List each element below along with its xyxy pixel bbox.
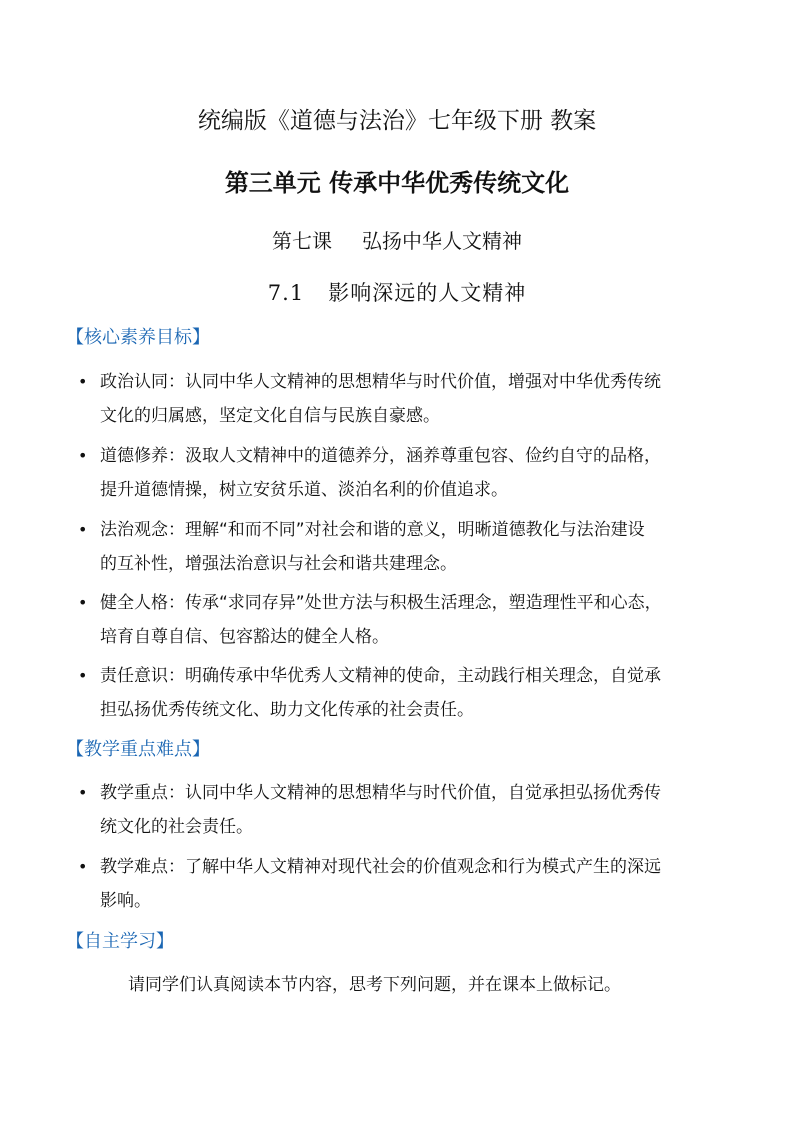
goal-line-1: 责任意识：明确传承中华优秀人文精神的使命，主动践行相关理念，自觉承 [100, 666, 661, 686]
goal-line-2: 文化的归属感，坚定文化自信与民族自豪感。 [100, 406, 440, 426]
goal-line-1: 健全人格：传承“求同存异”处世方法与积极生活理念，塑造理性平和心态， [100, 593, 662, 613]
keypoint-item [78, 850, 738, 918]
lesson-heading [0, 226, 794, 256]
keypoints-heading: 【教学重点难点】 [66, 739, 210, 760]
document-title: 统编版《道德与法治》七年级下册 教案 [197, 108, 597, 134]
keypoint-item [78, 776, 738, 844]
unit-title: 第三单元 传承中华优秀传统文化 [224, 169, 570, 197]
lesson-number: 第七课 [272, 229, 332, 253]
bullet-icon: • [78, 593, 88, 612]
section-heading [0, 278, 794, 308]
bullet-icon: • [78, 520, 88, 539]
keypoint-line-1: 教学重点：认同中华人文精神的思想精华与时代价值，自觉承担弘扬优秀传 [100, 783, 661, 803]
goal-line-2: 担弘扬优秀传统文化、助力文化传承的社会责任。 [100, 700, 474, 720]
section-number: 7.1 [267, 281, 305, 305]
bullet-icon: • [78, 666, 88, 685]
goals-heading: 【核心素养目标】 [66, 327, 210, 348]
goal-item [78, 659, 738, 727]
goal-line-1: 道德修养：汲取人文精神中的道德养分，涵养尊重包容、俭约自守的品格， [100, 446, 661, 466]
goal-item [78, 513, 738, 581]
bullet-icon: • [78, 446, 88, 465]
goal-line-2: 提升道德情操，树立安贫乐道、淡泊名利的价值追求。 [100, 480, 508, 500]
goal-item [78, 586, 738, 654]
goal-line-1: 法治观念：理解“和而不同”对社会和谐的意义，明晰道德教化与法治建设 [100, 520, 645, 540]
goal-item [78, 439, 738, 507]
goal-line-2: 的互补性，增强法治意识与社会和谐共建理念。 [100, 554, 457, 574]
bullet-icon: • [78, 372, 88, 391]
keypoint-line-2: 影响。 [100, 891, 151, 911]
goal-item [78, 365, 738, 433]
keypoint-line-2: 统文化的社会责任。 [100, 817, 253, 837]
keypoint-line-1: 教学难点：了解中华人文精神对现代社会的价值观念和行为模式产生的深远 [100, 857, 661, 877]
goal-line-2: 培育自尊自信、包容豁达的健全人格。 [100, 627, 389, 647]
selfstudy-heading: 【自主学习】 [66, 931, 174, 952]
lesson-title: 弘扬中华人文精神 [362, 229, 522, 253]
selfstudy-instruction: 请同学们认真阅读本节内容，思考下列问题，并在课本上做标记。 [128, 975, 621, 995]
goal-line-1: 政治认同：认同中华人文精神的思想精华与时代价值，增强对中华优秀传统 [100, 372, 661, 392]
section-title: 影响深远的人文精神 [328, 281, 527, 305]
bullet-icon: • [78, 783, 88, 802]
bullet-icon: • [78, 857, 88, 876]
